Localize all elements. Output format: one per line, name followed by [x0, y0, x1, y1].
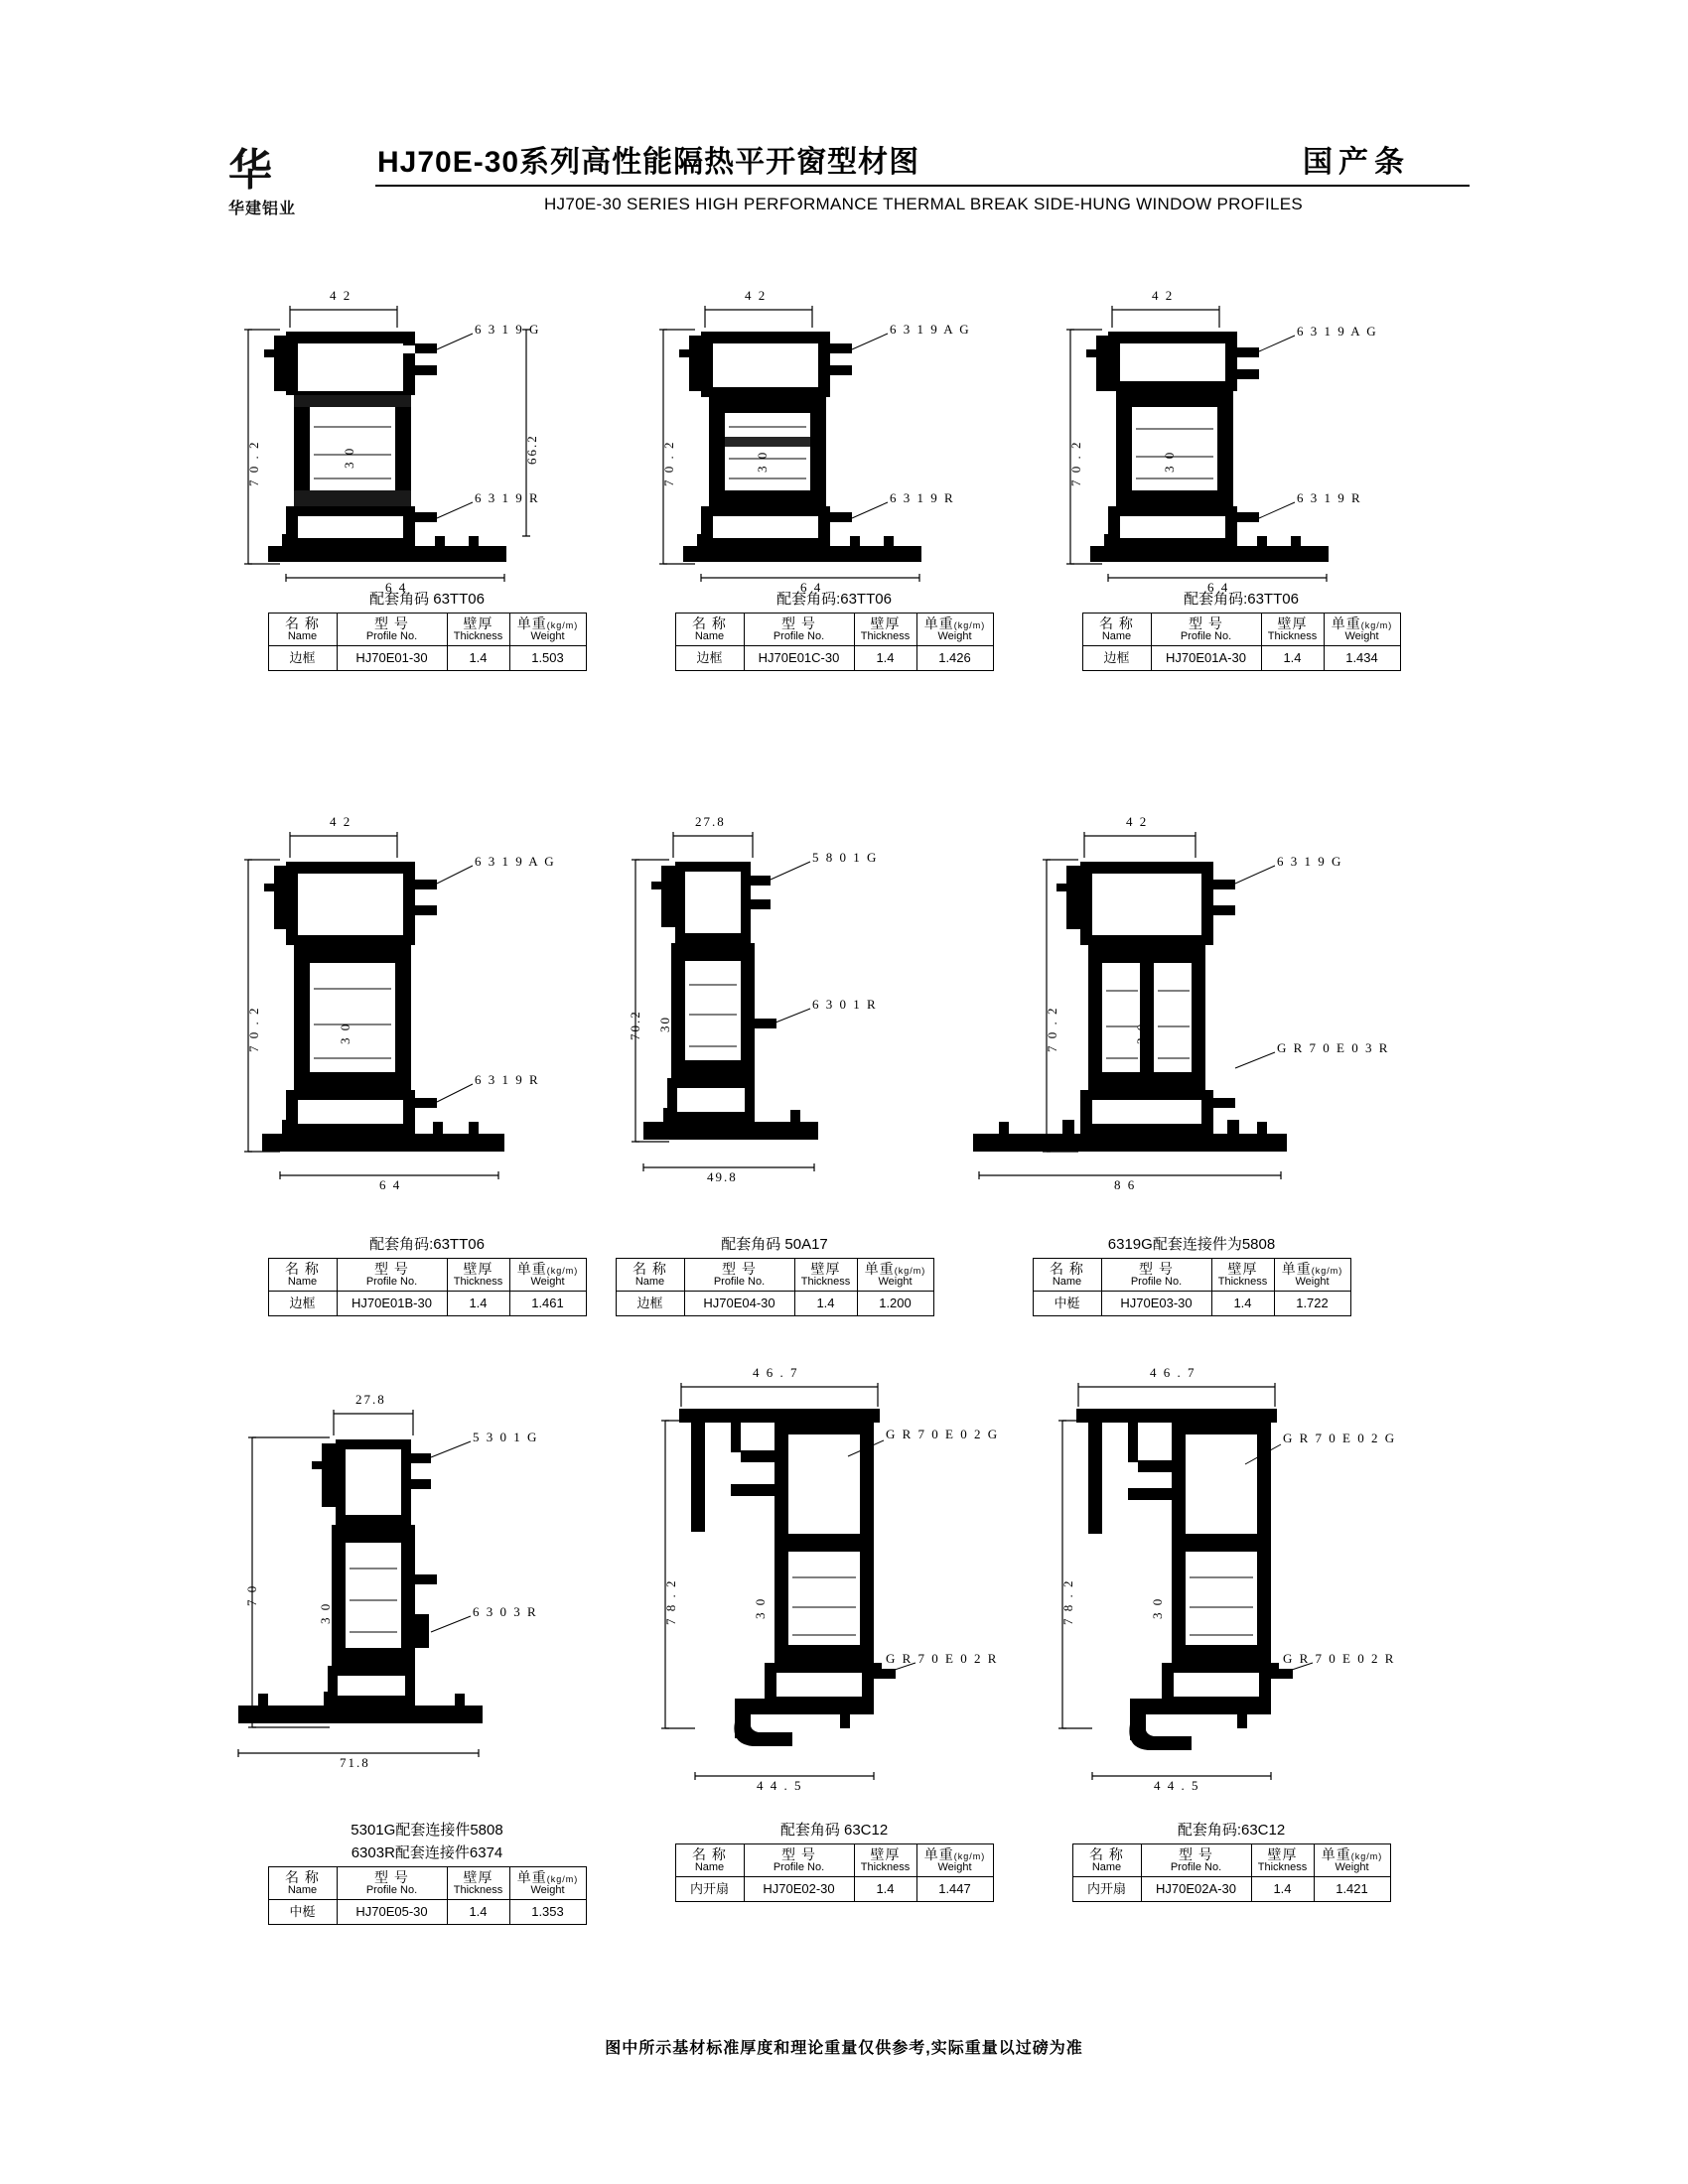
cell-weight: 1.434	[1324, 646, 1400, 671]
dim-left: 70.2	[628, 1010, 642, 1040]
callout-label-1: 6 3 1 9 A G	[475, 854, 556, 869]
profile-cell-8	[635, 1365, 1033, 1902]
th-weight-en: Weight	[530, 1275, 565, 1288]
profile-drawing-1	[238, 288, 616, 595]
callout-label-1: 6 3 1 9 A G	[1297, 324, 1378, 339]
th-name	[1072, 1844, 1141, 1877]
th-name	[675, 1844, 744, 1877]
th-weight-label: 单重	[516, 1260, 547, 1277]
cell-caption: 配套角码 63C12	[779, 1822, 889, 1839]
th-weight-unit: (kg/m)	[546, 619, 579, 630]
cell-thickness: 1.4	[447, 1900, 509, 1925]
th-thickness-en: Thickness	[453, 1275, 503, 1288]
cell-name: 内开扇	[675, 1877, 744, 1902]
callout-label-2: 6 3 1 9 R	[890, 490, 955, 505]
dim-inner: 3 0	[342, 446, 356, 469]
th-thickness-cn: 壁厚	[870, 614, 901, 631]
table-header-row	[616, 1259, 933, 1292]
table-row	[675, 1877, 993, 1902]
th-name-cn: 名 称	[1050, 1260, 1084, 1277]
th-no-cn: 型 号	[374, 614, 409, 631]
cell-name: 中梃	[1033, 1292, 1101, 1316]
th-name-cn: 名 称	[285, 614, 320, 631]
th-weight-unit: (kg/m)	[1350, 1850, 1383, 1861]
cell-weight: 1.503	[509, 646, 586, 671]
th-name-en: Name	[287, 629, 318, 642]
header-divider	[375, 185, 1470, 187]
spec-table	[1082, 613, 1401, 671]
th-thickness-cn: 壁厚	[463, 1868, 493, 1885]
th-thickness-en: Thickness	[1257, 1860, 1308, 1873]
th-name-en: Name	[1052, 1275, 1082, 1288]
cell-caption: 配套角码:63TT06	[369, 1236, 485, 1253]
profile-section-drawing	[218, 1390, 635, 1817]
th-thickness-cn: 壁厚	[463, 1260, 493, 1277]
dim-inner: 3 0	[318, 1601, 333, 1624]
th-weight	[916, 1844, 993, 1877]
th-no-cn: 型 号	[374, 1260, 409, 1277]
th-weight	[1314, 1844, 1390, 1877]
cell-weight: 1.200	[857, 1292, 933, 1316]
callout-label-2: G R 7 0 E 0 3 R	[1277, 1040, 1390, 1055]
callout-label-1: 6 3 1 9 A G	[890, 322, 971, 337]
company-logo	[228, 146, 348, 228]
profile-drawing-9	[1033, 1365, 1430, 1817]
cell-name: 边框	[616, 1292, 684, 1316]
cell-caption: 6319G配套连接件为5808	[1107, 1236, 1276, 1253]
cell-caption: 配套角码 63TT06	[369, 591, 485, 608]
th-name-cn: 名 称	[285, 1260, 320, 1277]
th-weight-label: 单重	[1331, 614, 1361, 631]
th-thickness-en: Thickness	[453, 1883, 503, 1896]
profile-drawing-2	[645, 288, 1023, 595]
spec-table	[675, 1843, 994, 1902]
table-row	[616, 1292, 933, 1316]
th-thickness	[1261, 614, 1324, 646]
th-weight-en: Weight	[1295, 1275, 1330, 1288]
th-thickness-cn: 壁厚	[463, 614, 493, 631]
th-weight-cn	[861, 1262, 930, 1277]
dim-left: 7 8 . 2	[1060, 1578, 1075, 1625]
th-thickness-cn: 壁厚	[1277, 614, 1308, 631]
table-header-row	[268, 1867, 586, 1900]
dim-inner: 30	[657, 1016, 672, 1032]
dim-bottom: 6 4	[379, 1177, 402, 1192]
cell-profile-no: HJ70E04-30	[684, 1292, 794, 1316]
dim-left: 7 0 . 2	[661, 440, 676, 486]
dim-inner: 3 0	[338, 1022, 352, 1044]
th-thickness-en: Thickness	[860, 629, 911, 642]
cell-name: 内开扇	[1072, 1877, 1141, 1902]
th-name	[675, 614, 744, 646]
spec-table	[268, 1866, 587, 1925]
th-weight	[916, 614, 993, 646]
th-weight-cn	[513, 1870, 583, 1885]
th-no-cn: 型 号	[722, 1260, 757, 1277]
dim-top: 4 2	[330, 288, 352, 303]
dim-top: 4 2	[745, 288, 768, 303]
th-weight-unit: (kg/m)	[546, 1873, 579, 1884]
cell-profile-no: HJ70E01C-30	[744, 646, 854, 671]
profile-drawing-3	[1053, 288, 1430, 595]
th-weight-cn	[513, 1262, 583, 1277]
th-no-en: Profile No.	[365, 629, 418, 642]
dim-bottom: 6 4	[1207, 580, 1230, 595]
table-header-row	[675, 1844, 993, 1877]
th-name-cn: 名 称	[692, 614, 727, 631]
cell-thickness: 1.4	[1251, 1877, 1314, 1902]
table-header-row	[1072, 1844, 1390, 1877]
th-no-en: Profile No.	[1180, 629, 1232, 642]
callout-label-2: 6 3 1 9 R	[475, 1072, 540, 1087]
cell-name: 边框	[675, 646, 744, 671]
th-thickness	[854, 614, 916, 646]
table-row	[1082, 646, 1400, 671]
cell-name: 中梃	[268, 1900, 337, 1925]
th-name-cn: 名 称	[1099, 614, 1134, 631]
dim-top: 27.8	[355, 1392, 386, 1407]
th-weight	[509, 1259, 586, 1292]
cell-name: 边框	[268, 1292, 337, 1316]
cell-thickness: 1.4	[447, 1292, 509, 1316]
th-weight-unit: (kg/m)	[953, 1850, 986, 1861]
profile-cell-6	[953, 814, 1430, 1316]
profile-drawing-5	[586, 814, 963, 1231]
th-weight	[509, 614, 586, 646]
cell-profile-no: HJ70E02A-30	[1141, 1877, 1251, 1902]
th-no-en: Profile No.	[1130, 1275, 1183, 1288]
th-no-cn: 型 号	[1189, 614, 1223, 631]
th-weight-cn	[513, 616, 583, 631]
cell-weight: 1.447	[916, 1877, 993, 1902]
page-header	[228, 129, 1470, 238]
th-thickness	[794, 1259, 857, 1292]
th-name-en: Name	[287, 1275, 318, 1288]
profile-cell-4	[238, 814, 616, 1316]
spec-table	[616, 1258, 934, 1316]
dim-inner: 3 0	[1162, 450, 1177, 473]
table-header-row	[268, 1259, 586, 1292]
cell-caption: 配套角码:63TT06	[776, 591, 892, 608]
cell-weight: 1.722	[1274, 1292, 1350, 1316]
dim-inner: 3 0	[1134, 1022, 1149, 1044]
th-weight-unit: (kg/m)	[546, 1265, 579, 1276]
dim-top: 4 6 . 7	[1150, 1365, 1196, 1380]
th-no-en: Profile No.	[773, 629, 825, 642]
table-header-row	[268, 614, 586, 646]
logo-mark: 华	[228, 146, 269, 195]
th-weight-en: Weight	[1344, 629, 1379, 642]
th-thickness	[447, 614, 509, 646]
cell-weight: 1.353	[509, 1900, 586, 1925]
dim-bottom: 4 4 . 5	[1154, 1778, 1200, 1793]
th-name	[1082, 614, 1151, 646]
dim-inner: 3 0	[753, 1596, 768, 1619]
dim-top: 27.8	[695, 814, 726, 829]
table-row	[675, 646, 993, 671]
callout-label-2: 6 3 0 3 R	[473, 1604, 538, 1619]
th-weight-en: Weight	[1335, 1860, 1369, 1873]
cell-profile-no: HJ70E03-30	[1101, 1292, 1211, 1316]
spec-table	[1033, 1258, 1351, 1316]
th-name	[1033, 1259, 1101, 1292]
dim-top: 4 2	[1126, 814, 1149, 829]
th-thickness-cn: 壁厚	[1267, 1845, 1298, 1862]
cell-weight: 1.461	[509, 1292, 586, 1316]
th-weight	[857, 1259, 933, 1292]
footer-note: 图中所示基材标准厚度和理论重量仅供参考,实际重量以过磅为准	[605, 2040, 1083, 2057]
th-weight-en: Weight	[878, 1275, 913, 1288]
th-no-cn: 型 号	[781, 614, 816, 631]
th-profile-no	[1141, 1844, 1251, 1877]
th-name-cn: 名 称	[1089, 1845, 1124, 1862]
th-weight-label: 单重	[923, 614, 954, 631]
th-weight-unit: (kg/m)	[953, 619, 986, 630]
th-no-cn: 型 号	[1179, 1845, 1213, 1862]
th-name-en: Name	[1101, 629, 1132, 642]
th-name-en: Name	[287, 1883, 318, 1896]
profile-section-drawing	[238, 814, 616, 1231]
table-row	[268, 1900, 586, 1925]
th-no-en: Profile No.	[365, 1275, 418, 1288]
th-weight-en: Weight	[530, 1883, 565, 1896]
cell-profile-no: HJ70E05-30	[337, 1900, 447, 1925]
th-thickness-en: Thickness	[800, 1275, 851, 1288]
table-header-row	[1033, 1259, 1350, 1292]
th-thickness	[1251, 1844, 1314, 1877]
dim-top: 4 2	[330, 814, 352, 829]
callout-label-1: 5 3 0 1 G	[473, 1430, 539, 1444]
th-thickness	[1211, 1259, 1274, 1292]
profile-cell-1	[238, 288, 616, 671]
profile-cell-3	[1053, 288, 1430, 671]
th-name	[268, 1259, 337, 1292]
th-weight-cn	[1328, 616, 1397, 631]
th-name-en: Name	[1091, 1860, 1122, 1873]
th-weight-cn	[1318, 1847, 1387, 1862]
th-profile-no	[744, 614, 854, 646]
page-title-en: HJ70E-30 SERIES HIGH PERFORMANCE THERMAL BREAK SIDE-HUNG WINDOW PROFILES	[543, 195, 1304, 213]
callout-label-1: G R 7 0 E 0 2 G	[886, 1427, 1000, 1441]
profile-drawing-8	[635, 1365, 1033, 1817]
cell-thickness: 1.4	[854, 646, 916, 671]
th-thickness-cn: 壁厚	[1227, 1260, 1258, 1277]
profile-drawing-6	[953, 814, 1430, 1231]
th-profile-no	[1151, 614, 1261, 646]
th-weight-en: Weight	[937, 1860, 972, 1873]
callout-label-2: G R 7 0 E 0 2 R	[886, 1651, 999, 1666]
th-no-en: Profile No.	[1170, 1860, 1222, 1873]
profile-cell-9	[1033, 1365, 1430, 1902]
th-name-en: Name	[694, 1860, 725, 1873]
th-weight	[509, 1867, 586, 1900]
page-title-cn: HJ70E-30系列高性能隔热平开窗型材图	[377, 146, 920, 179]
th-name-cn: 名 称	[633, 1260, 667, 1277]
cell-profile-no: HJ70E01B-30	[337, 1292, 447, 1316]
th-profile-no	[337, 1867, 447, 1900]
th-thickness-cn: 壁厚	[870, 1845, 901, 1862]
th-thickness	[447, 1867, 509, 1900]
th-name	[268, 614, 337, 646]
cell-thickness: 1.4	[1261, 646, 1324, 671]
th-thickness	[854, 1844, 916, 1877]
th-thickness-cn: 壁厚	[810, 1260, 841, 1277]
cell-thickness: 1.4	[794, 1292, 857, 1316]
cell-weight: 1.426	[916, 646, 993, 671]
profile-section-drawing	[953, 814, 1430, 1231]
th-weight-label: 单重	[516, 614, 547, 631]
cell-caption: 配套角码 50A17	[721, 1236, 828, 1253]
cell-caption: 5301G配套连接件5808	[351, 1822, 503, 1839]
logo-text: 华建铝业	[228, 201, 297, 217]
th-weight-unit: (kg/m)	[894, 1265, 926, 1276]
dim-bottom: 6 4	[800, 580, 823, 595]
cell-weight: 1.421	[1314, 1877, 1390, 1902]
th-name	[616, 1259, 684, 1292]
callout-label-2: 6 3 0 1 R	[812, 997, 878, 1012]
th-weight-cn	[920, 616, 990, 631]
th-weight-label: 单重	[923, 1845, 954, 1862]
profile-cell-7	[218, 1390, 635, 1925]
th-profile-no	[1101, 1259, 1211, 1292]
cell-name: 边框	[1082, 646, 1151, 671]
callout-label-1: G R 7 0 E 0 2 G	[1283, 1431, 1397, 1445]
callout-label-1: 6 3 1 9 G	[475, 322, 541, 337]
dim-left: 7 0 . 2	[1068, 440, 1083, 486]
th-profile-no	[684, 1259, 794, 1292]
th-weight	[1274, 1259, 1350, 1292]
table-row	[1072, 1877, 1390, 1902]
callout-label-2: G R 7 0 E 0 2 R	[1283, 1651, 1396, 1666]
dim-bottom: 6 4	[385, 580, 408, 595]
th-weight-unit: (kg/m)	[1360, 619, 1393, 630]
cell-thickness: 1.4	[854, 1877, 916, 1902]
profile-section-drawing	[238, 288, 616, 586]
th-name-en: Name	[634, 1275, 665, 1288]
th-thickness-en: Thickness	[860, 1860, 911, 1873]
th-weight-unit: (kg/m)	[1311, 1265, 1343, 1276]
cell-caption: 配套角码:63TT06	[1184, 591, 1299, 608]
profile-cell-5	[586, 814, 963, 1316]
dim-left: 7 0	[244, 1583, 259, 1606]
th-no-cn: 型 号	[1139, 1260, 1174, 1277]
th-no-cn: 型 号	[781, 1845, 816, 1862]
callout-label-2: 6 3 1 9 R	[475, 490, 540, 505]
th-weight-cn	[920, 1847, 990, 1862]
th-weight-en: Weight	[530, 629, 565, 642]
dim-bottom: 4 4 . 5	[757, 1778, 803, 1793]
profile-cell-2	[645, 288, 1023, 671]
table-row	[1033, 1292, 1350, 1316]
table-header-row	[1082, 614, 1400, 646]
dim-bottom: 49.8	[707, 1169, 738, 1184]
spec-table	[675, 613, 994, 671]
th-weight-cn	[1278, 1262, 1347, 1277]
cell-thickness: 1.4	[447, 646, 509, 671]
cell-profile-no: HJ70E01-30	[337, 646, 447, 671]
th-no-en: Profile No.	[365, 1883, 418, 1896]
dim-inner: 3 0	[755, 450, 770, 473]
dim-top: 4 6 . 7	[753, 1365, 799, 1380]
callout-label-2: 6 3 1 9 R	[1297, 490, 1362, 505]
profile-drawing-4	[238, 814, 616, 1231]
spec-table	[268, 613, 587, 671]
th-name-cn: 名 称	[692, 1845, 727, 1862]
dim-left: 7 8 . 2	[663, 1578, 678, 1625]
cell-profile-no: HJ70E02-30	[744, 1877, 854, 1902]
th-name-en: Name	[694, 629, 725, 642]
dim-left: 7 0 . 2	[246, 440, 261, 486]
th-name-cn: 名 称	[285, 1868, 320, 1885]
dim-bottom: 71.8	[340, 1755, 370, 1770]
dim-inner: 3 0	[1150, 1596, 1165, 1619]
callout-label-1: 6 3 1 9 G	[1277, 854, 1343, 869]
profile-drawing-7	[218, 1390, 635, 1817]
th-weight-label: 单重	[1281, 1260, 1312, 1277]
dim-bottom: 8 6	[1114, 1177, 1137, 1192]
dim-right: 66.2	[524, 434, 539, 465]
table-row	[268, 646, 586, 671]
cell-name: 边框	[268, 646, 337, 671]
th-thickness	[447, 1259, 509, 1292]
th-profile-no	[744, 1844, 854, 1877]
th-no-cn: 型 号	[374, 1868, 409, 1885]
th-weight-label: 单重	[516, 1868, 547, 1885]
cell-profile-no: HJ70E01A-30	[1151, 646, 1261, 671]
dim-left: 7 0 . 2	[1045, 1006, 1059, 1052]
th-thickness-en: Thickness	[453, 629, 503, 642]
th-weight	[1324, 614, 1400, 646]
cell-caption: 配套角码:63C12	[1177, 1822, 1286, 1839]
th-weight-label: 单重	[1321, 1845, 1351, 1862]
cell-caption-2: 6303R配套连接件6374	[351, 1844, 503, 1861]
th-thickness-en: Thickness	[1267, 629, 1318, 642]
page-title-badge: 国产条	[1303, 146, 1410, 179]
th-weight-en: Weight	[937, 629, 972, 642]
callout-label-1: 5 8 0 1 G	[812, 850, 879, 865]
th-weight-label: 单重	[864, 1260, 895, 1277]
spec-table	[1072, 1843, 1391, 1902]
th-no-en: Profile No.	[713, 1275, 766, 1288]
th-profile-no	[337, 1259, 447, 1292]
th-name	[268, 1867, 337, 1900]
th-thickness-en: Thickness	[1217, 1275, 1268, 1288]
cell-thickness: 1.4	[1211, 1292, 1274, 1316]
th-profile-no	[337, 614, 447, 646]
spec-table	[268, 1258, 587, 1316]
th-no-en: Profile No.	[773, 1860, 825, 1873]
dim-top: 4 2	[1152, 288, 1175, 303]
table-header-row	[675, 614, 993, 646]
dim-left: 7 0 . 2	[246, 1006, 261, 1052]
table-row	[268, 1292, 586, 1316]
